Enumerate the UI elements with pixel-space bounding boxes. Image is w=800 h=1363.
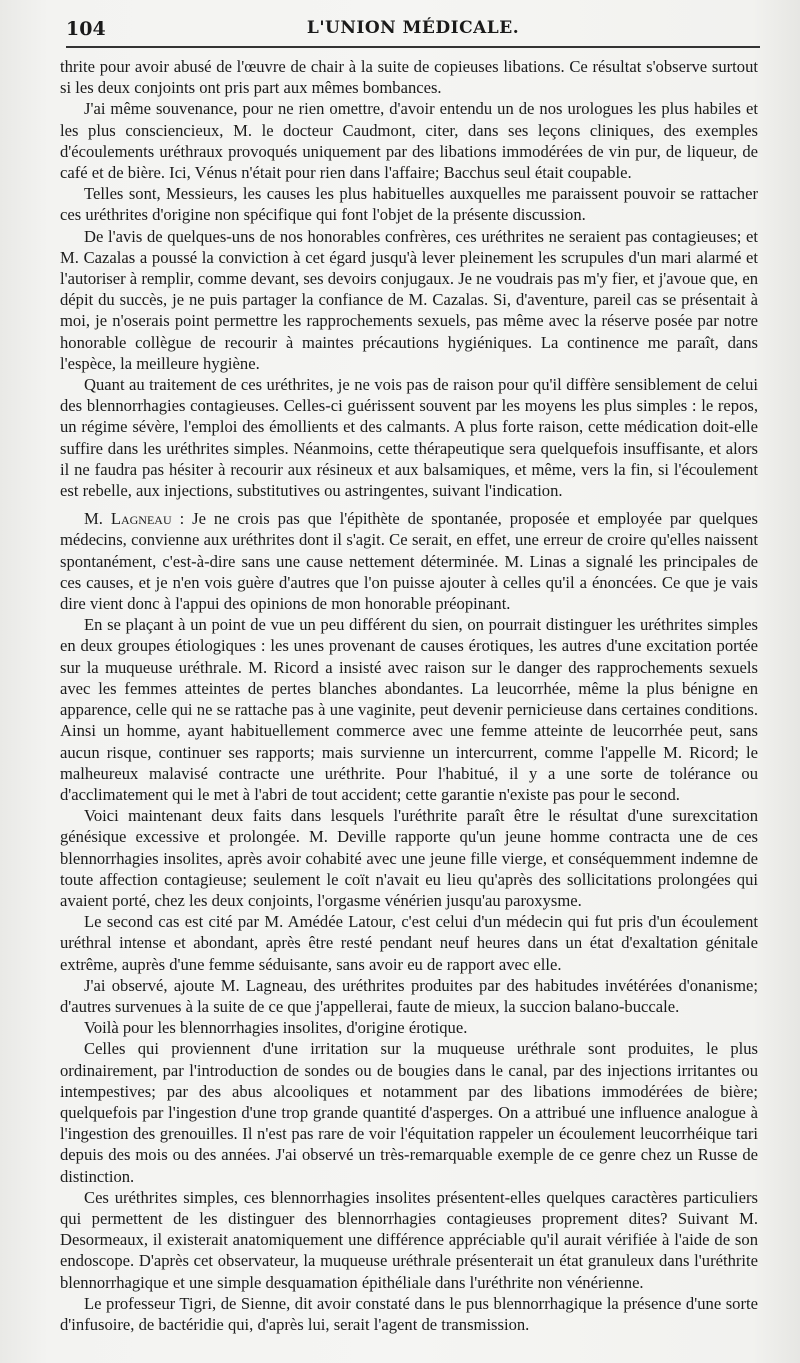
paragraph: Telles sont, Messieurs, les causes les plus habituelles auxquelles me paraissent pouvoir se rattacher ces uréthrites d'origine non spécifique qui font l'objet de la présente discussion. <box>60 184 758 225</box>
paragraph: Quant au traitement de ces uréthrites, je ne vois pas de raison pour qu'il diffère sensiblement de celui des blennorrhagies contagieuses. Celles-ci guérissent souvent par les moyens les plus simples : le repos, un régime sévère, l'emploi des émollients et des calmants. A plus forte raison, cette médication doit-elle suffire dans les uréthrites simples. Néanmoins, cette thérapeutique sera quelquefois insuffisante, et alors il ne faudra pas hésiter à recourir aux résineux et aux balsamiques, et même, vers la fin, si l'écoulement est rebelle, aux injections, substitutives ou astringentes, suivant l'indication. <box>60 375 758 501</box>
paragraph: J'ai même souvenance, pour ne rien omettre, d'avoir entendu un de nos urologues les plus habiles et les plus consciencieux, M. le docteur Caudmont, citer, dans ses leçons cliniques, des exemples d'écoulements uréthraux provoqués uniquement par des libations immodérées de vin pur, de liqueur, de café et de bière. Ici, Vénus n'était pour rien dans l'affaire; Bacchus seul était coupable. <box>60 99 758 183</box>
paragraph: Voici maintenant deux faits dans lesquels l'uréthrite paraît être le résultat d'une surexcitation génésique excessive et prolongée. M. Deville rapporte qu'un jeune homme contracta une de ces blennorrhagies insolites, après avoir cohabité avec une jeune fille vierge, et conséquemment indemne de toute affection contagieuse; seulement le coït n'avait eu lieu qu'après des sollicitations prolongées qui avaient porté, chez les deux conjoints, l'orgasme vénérien jusqu'au paroxysme. <box>60 806 758 910</box>
paragraph: thrite pour avoir abusé de l'œuvre de chair à la suite de copieuses libations. Ce résultat s'observe surtout si les deux conjoints ont pris part aux mêmes bombances. <box>60 57 758 98</box>
header-rule <box>66 46 760 48</box>
paragraph: Le professeur Tigri, de Sienne, dit avoir constaté dans le pus blennorrhagique la présence d'une sorte d'infusoire, de bactéridie qui, d'après lui, serait l'agent de transmission. <box>60 1293 758 1334</box>
page-header <box>66 18 760 46</box>
page-number: 104 <box>66 18 106 40</box>
paragraph: J'ai observé, ajoute M. Lagneau, des uréthrites produites par des habitudes invétérées d'onanisme; d'autres survenues à la suite de ce que j'appellerai, faute de mieux, la succion balano-buccale. <box>60 975 758 1016</box>
paragraph: En se plaçant à un point de vue un peu différent du sien, on pourrait distinguer les uréthrites simples en deux groupes étiologiques : les unes provenant de causes érotiques, les autres d'une excitation portée sur la muqueuse uréthrale. M. Ricord a insisté avec raison sur le danger des rapprochements sexuels avec les femmes atteintes de pertes blanches abondantes. La leucorrhée, même la plus bénigne en apparence, celle qui ne se rattache pas à une vaginite, peut devenir pernicieuse dans certaines conditions. Ainsi un homme, ayant habituellement commerce avec une femme atteinte de leucorrhée peut, sans aucun risque, continuer ses rapports; mais survienne un intercurrent, comme l'appelle M. Ricord; le malheureux malavisé contracte une uréthrite. Pour l'habitué, il y a une sorte de tolérance ou d'acclimatement qui le met à l'abri de tout accident; cette garantie n'existe pas pour le second. <box>60 615 758 804</box>
paragraph: Ces uréthrites simples, ces blennorrhagies insolites présentent-elles quelques caractères particuliers qui permettent de les distinguer des blennorrhagies contagieuses proprement dites? Suivant M. Desormeaux, il existerait anatomiquement une différence appréciable qu'il aurait vérifiée à l'aide de son endoscope. D'après cet observateur, la muqueuse uréthrale présenterait un état granuleux dans l'uréthrite blennorrhagique et une simple desquamation épithéliale dans l'uréthrite non vénérienne. <box>60 1187 758 1292</box>
speaker-name: M. Lagneau : <box>84 509 185 529</box>
paragraph: Celles qui proviennent d'une irritation sur la muqueuse uréthrale sont produites, le plus ordinairement, par l'introduction de sondes ou de bougies dans le canal, par des injections irritantes ou intempestives; par des abus alcooliques et notamment par des libations immodérées de bière; quelquefois par l'ingestion d'une trop grande quantité d'asperges. On a attribué une influence analogue à l'ingestion des grenouilles. Il n'est pas rare de voir l'équitation rappeler un écoulement leucorrhéique tari depuis des mois ou des années. J'ai observé un très-remarquable exemple de ce genre chez un Russe de distinction. <box>60 1039 758 1186</box>
running-title: L'UNION MÉDICALE. <box>306 18 520 38</box>
section-gap <box>60 501 758 508</box>
speaker-paragraph <box>60 508 758 614</box>
article-body <box>60 56 758 1335</box>
paragraph: De l'avis de quelques-uns de nos honorables confrères, ces uréthrites ne seraient pas contagieuses; et M. Cazalas a poussé la conviction à cet égard jusqu'à lever pleinement les scrupules d'un mari alarmé et l'autoriser à remplir, comme devant, ses devoirs conjugaux. Je ne voudrais pas m'y fier, et j'avoue que, en dépit du succès, je ne puis partager la confiance de M. Cazalas. Si, d'aventure, pareil cas se présentait à moi, je n'oserais point permettre les rapprochements sexuels, pas même avec la réserve posée par notre honorable collègue de recourir à maintes précautions hygiéniques. La continence me paraît, dans l'espèce, la meilleure hygiène. <box>60 226 758 373</box>
paragraph-text: Je ne crois pas que l'épithète de spontanée, proposée et employée par quelques médecins, convienne aux uréthrites dont il s'agit. Ce serait, en effet, une erreur de croire qu'elles naissent spontanément, c'est-à-dire sans une cause nettement déterminée. M. Linas a signalé les principales de ces causes, et je n'en vois guère d'autres que l'on puisse ajouter à celles qu'il a énoncées. Ce que je vais dire vient donc à l'appui des opinions de mon honorable préopinant. <box>60 509 758 614</box>
paragraph: Voilà pour les blennorrhagies insolites, d'origine érotique. <box>84 1018 468 1038</box>
paragraph: Le second cas est cité par M. Amédée Latour, c'est celui d'un médecin qui fut pris d'un écoulement uréthral intense et abondant, après être resté pendant neuf heures dans un état d'exaltation génitale extrême, auprès d'une femme séduisante, sans avoir eu de rapport avec elle. <box>60 912 758 974</box>
